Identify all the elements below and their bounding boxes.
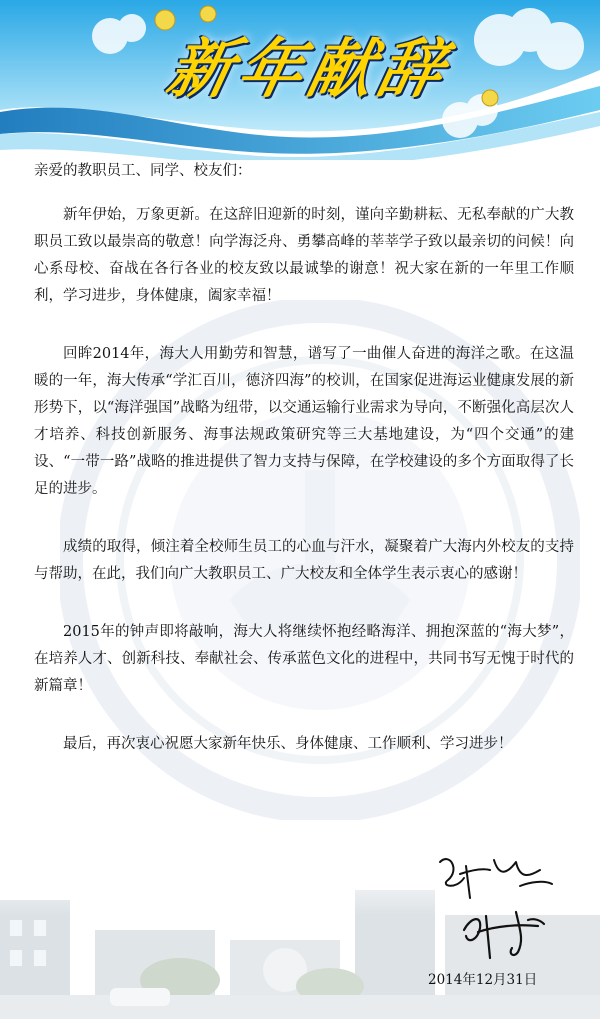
signature-2	[464, 912, 544, 958]
letter-date: 2014年12月31日	[428, 972, 538, 988]
paragraph: 新年伊始，万象更新。在这辞旧迎新的时刻，谨向辛勤耕耘、无私奉献的广大教职员工致以最崇高的敬意！向学海泛舟、勇攀高峰的莘莘学子致以最亲切的问候！向心系母校、奋战在各行各业的校友致以最诚挚的谢意！祝大家在新的一年里工作顺利，学习进步，身体健康，阖家幸福！	[34, 207, 574, 304]
greeting: 亲爱的教职员工、同学、校友们：	[34, 163, 252, 179]
letter-body	[34, 158, 574, 789]
header-banner	[0, 0, 600, 160]
signatures	[420, 840, 580, 970]
banner-title: 新年献辞	[160, 33, 457, 107]
signature-1	[440, 859, 552, 898]
paragraph: 成绩的取得，倾注着全校师生员工的心血与汗水，凝聚着广大海内外校友的支持与帮助，在此，我们向广大教职员工、广大校友和全体学生表示衷心的感谢！	[34, 539, 574, 582]
paragraph: 2015年的钟声即将敲响，海大人将继续怀抱经略海洋、拥抱深蓝的“海大梦”，在培养人才、创新科技、奉献社会、传承蓝色文化的进程中，共同书写无愧于时代的新篇章！	[34, 624, 574, 694]
paragraph: 回眸2014年，海大人用勤劳和智慧，谱写了一曲催人奋进的海洋之歌。在这温暖的一年，海大传承“学汇百川，德济四海”的校训，在国家促进海运业健康发展的新形势下，以“海洋强国”战略为纽带，以交通运输行业需求为导向，不断强化高层次人才培养、科技创新服务、海事法规政策研究等三大基地建设，为“四个交通”的建设、“一带一路”战略的推进提供了智力支持与保障，在学校建设的多个方面取得了长足的进步。	[34, 346, 574, 497]
paragraph: 最后，再次衷心祝愿大家新年快乐、身体健康、工作顺利、学习进步！	[63, 736, 513, 752]
